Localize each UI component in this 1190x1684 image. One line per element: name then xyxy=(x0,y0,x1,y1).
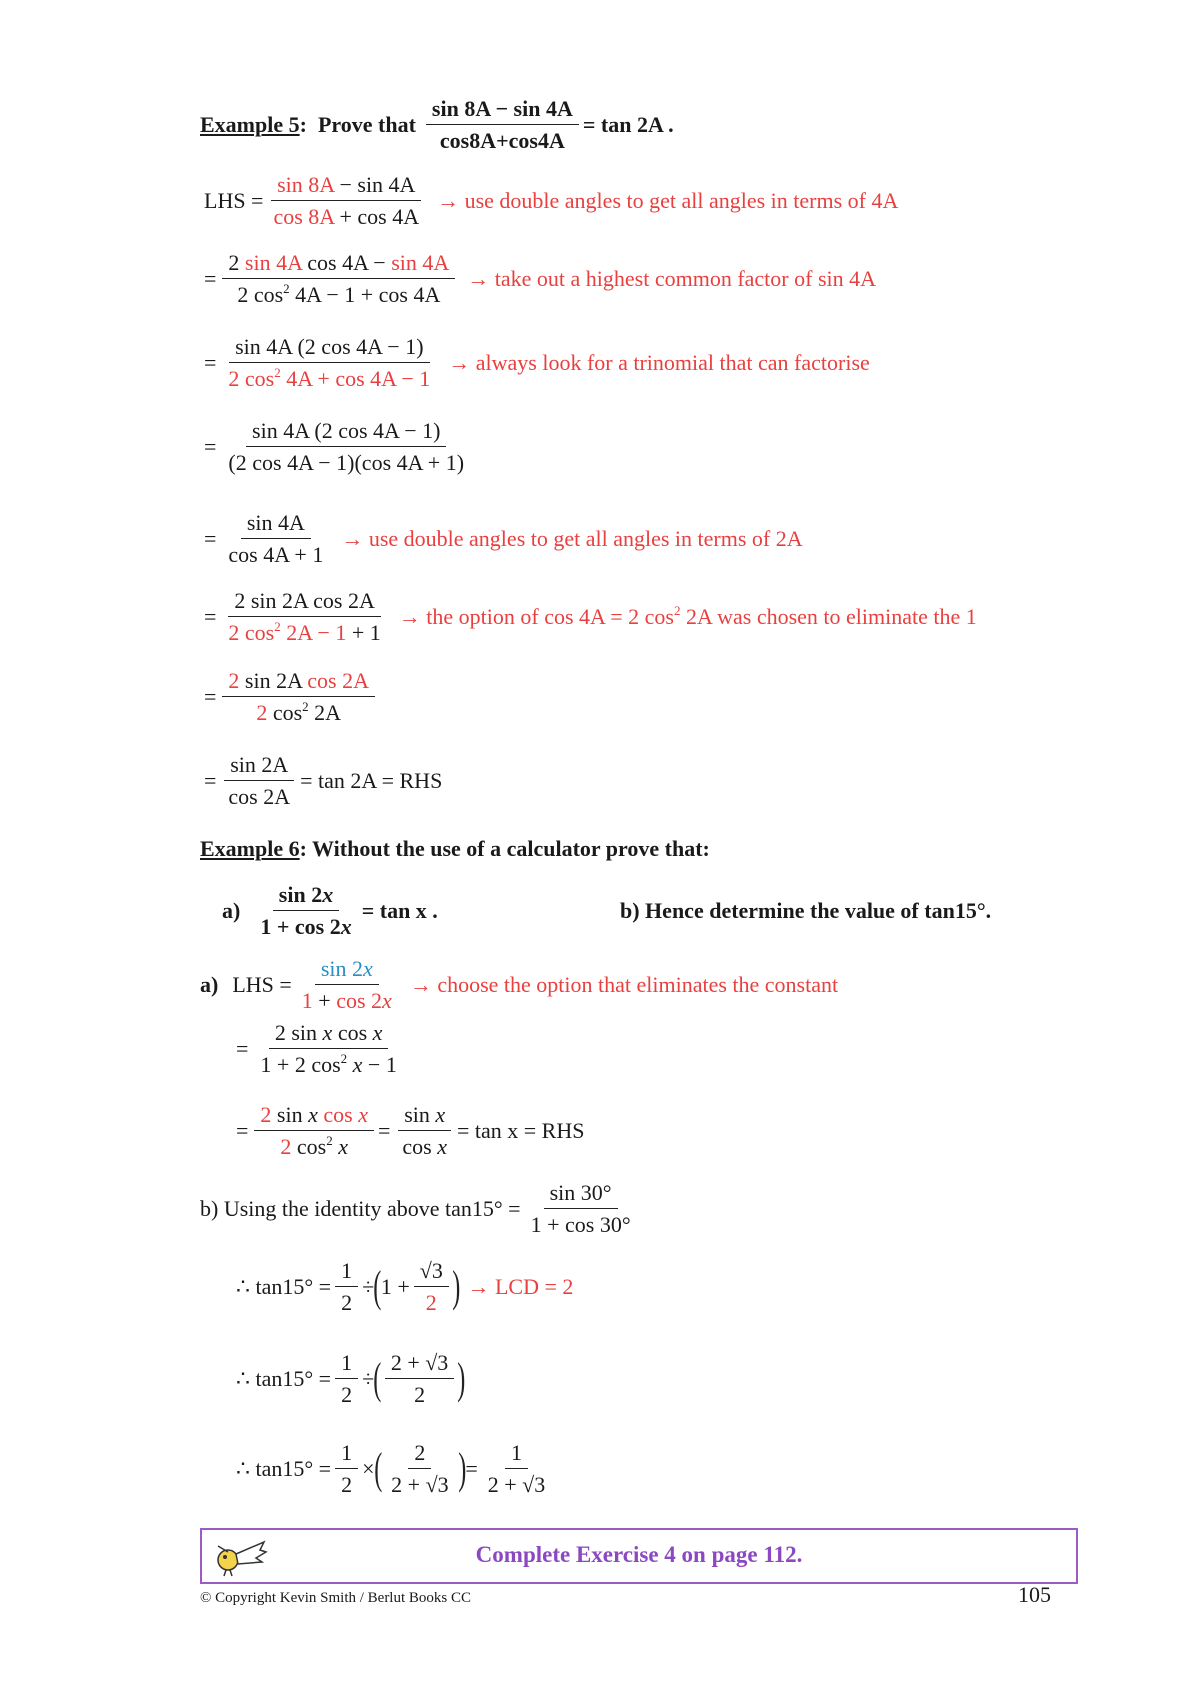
ex5-step6-num: 2 sin 2A cos 2A xyxy=(228,588,381,617)
ex6-partb-step2: ∴ tan15° = $\frac{1}{2}$ ÷ ( 1 + $\frac{√3}{2}$ ) → LCD = 2 xyxy=(236,1258,574,1316)
ex5-step4-num: sin 4A (2 cos 4A − 1) xyxy=(246,418,446,447)
ex5-step5-num: sin 4A xyxy=(241,510,311,539)
example6-prompt: : Without the use of a calculator prove that: xyxy=(299,836,710,861)
ex6-parta-note: → choose the option that eliminates the constant xyxy=(409,971,839,997)
ex5-step3-note: → always look for a trinomial that can factorise xyxy=(448,349,870,375)
ex5-step7-num: 2 sin 2A cos 2A xyxy=(222,668,375,697)
ex6-parta-den: 1 + cos 2x xyxy=(301,988,392,1014)
ex6-parta-lhs: LHS = xyxy=(232,971,292,997)
ex5-step3-num: sin 4A (2 cos 4A − 1) xyxy=(229,334,429,363)
ex6-a-label: a) xyxy=(222,897,241,923)
example5-label: Example 5 xyxy=(200,111,300,137)
ex5-step7: = $\frac{\text{2 sin 2A cos 2A}}{2 \cos^2 2A}$ xyxy=(204,668,379,726)
ex5-step4-den: (2 cos 4A − 1)(cos 4A + 1) xyxy=(228,450,465,476)
ex5-step4: = $\frac{\sin 4A (2 \cos 4A - 1)}{(2 \cos 4A - 1)(\cos 4A + 1)}$ xyxy=(204,418,474,476)
ex5-step5-note: → use double angles to get all angles in terms of 2A xyxy=(341,525,803,551)
example6-heading xyxy=(200,836,710,862)
ex6-partb-num: sin 30° xyxy=(544,1180,618,1209)
ex5-step8-result: = tan 2A = RHS xyxy=(300,767,443,793)
ex6-partb-den: 1 + cos 30° xyxy=(530,1212,631,1238)
ex6-b-text: b) Hence determine the value of tan15°. xyxy=(620,898,992,923)
ex5-step3-den: 2 $\cos^2 4A + \cos 4A - 1$ xyxy=(228,365,431,392)
ex6-parta-step2-num: 2 sin x cos x xyxy=(269,1020,389,1049)
ex6-question-b xyxy=(620,898,991,924)
ex6-a-num: sin 2x xyxy=(273,882,339,911)
ex5-step8-num: sin 2A xyxy=(224,752,294,781)
ex6-parta-step3-den: 2 $\cos^2 x$ xyxy=(280,1133,348,1160)
ex6-parta-step3-num2: sin x xyxy=(398,1102,451,1131)
exercise-box xyxy=(200,1528,1078,1584)
ex6-partb-therefore-2: ∴ tan15° = xyxy=(236,1365,332,1391)
ex5-step1-den: cos 8A + cos 4A xyxy=(273,204,420,230)
ex6-a-den: 1 + cos 2x xyxy=(260,914,352,940)
ex6-partb-step3: ∴ tan15° = $\frac{1}{2}$ ÷ ( $\frac{2 + √3}{2}$ ) xyxy=(236,1350,466,1408)
ex5-step5: = $\frac{\sin 4A}{\cos 4A + 1}$ → use double angles to get all angles in terms of 2A xyxy=(204,510,803,568)
example5-prompt: Prove that xyxy=(317,111,416,137)
ex6-partb-therefore-3: ∴ tan15° = xyxy=(236,1455,332,1481)
ex5-step8-den: cos 2A xyxy=(228,784,291,810)
ex6-parta-num: sin 2x xyxy=(315,956,379,985)
ex6-parta-step2: = $\frac{\text{2 sin x cos x}}{1 + 2 \cos^2 x - 1}$ xyxy=(236,1020,407,1078)
ex5-step1-note: → use double angles to get all angles in terms of 4A xyxy=(437,187,899,213)
example5-numerator: sin 8A − sin 4A xyxy=(426,96,579,125)
ex6-parta-step1: a) LHS = $\frac{\sin 2x}{1 + \cos 2x}$ → choose the option that eliminates the constant xyxy=(200,956,839,1014)
ex5-step1-num: sin 8A − sin 4A xyxy=(271,172,421,201)
example6-label: Example 6 xyxy=(200,836,300,861)
ex5-lhs-label: LHS = xyxy=(204,187,264,213)
ex6-parta-step3-num: 2 sin x cos x xyxy=(254,1102,374,1131)
ex6-partb-therefore-1: ∴ tan15° = xyxy=(236,1273,332,1299)
ex6-parta-step3: = $\frac{\text{2 sin x cos x}}{2 \cos^2 x}$ = $\frac{\text{sin x}}{\text{cos x}}$ = tan x = RHS xyxy=(236,1102,585,1160)
ex5-step5-den: cos 4A + 1 xyxy=(228,542,324,568)
ex5-step2-note: → take out a highest common factor of sin 4A xyxy=(467,265,877,291)
example5-rhs: = tan 2A . xyxy=(582,111,674,137)
ex5-step6-note: → the option of cos 4A = 2 $\cos^2 2A$ was chosen to eliminate the 1 xyxy=(398,602,977,629)
ex6-partb-step1 xyxy=(200,1180,641,1238)
ex5-step2-num: 2 sin 4A cos 4A − sin 4A xyxy=(222,250,455,279)
ex6-parta-result: = tan x = RHS xyxy=(456,1117,585,1143)
example5-heading: Example 5 : Prove that $\frac{\sin 8A - \sin 4A}{\cos 8A+\cos 4A}$ = tan 2A . xyxy=(200,96,674,154)
ex6-a-rhs: = tan x . xyxy=(361,897,438,923)
ex6-partb-intro: b) Using the identity above tan15° = xyxy=(200,1195,521,1221)
example5-denominator: cos8A+cos4A xyxy=(439,128,565,154)
ex5-step3: = $\frac{\sin 4A (2 \cos 4A - 1)}{2 \cos^2 4A + \cos 4A - 1}$ → always look for a trinomial that can factorise xyxy=(204,334,870,392)
ex6-partb-note: → LCD = 2 xyxy=(467,1273,574,1299)
ex5-step1 xyxy=(204,172,898,230)
ex5-step6: = $\frac{\text{2 sin 2A cos 2A}}{2 \cos^2 2A - 1 + 1}$ → the option of cos 4A = 2 $\cos^2 2A$ was chosen to eliminate the 1 xyxy=(204,588,977,646)
ex5-step2-den: 2 $\cos^2 4A - 1 + \cos 4A$ xyxy=(237,281,441,308)
ex6-question-a xyxy=(222,882,438,940)
ex6-parta-step2-den: 1 + 2 $\cos^2 x - 1$ xyxy=(260,1051,397,1078)
ex6-partb-step4: ∴ tan15° = $\frac{1}{2}$ × ( $\frac{2}{2 + √3}$ ) = $\frac{1}{2 + √3}$ xyxy=(236,1440,546,1498)
page-number: 105 xyxy=(1018,1582,1051,1607)
ex5-step2: = $\frac{\text{2 sin 4A cos 4A − sin 4A}}{2 \cos^2 4A - 1 + \cos 4A}$ → take out a highest common factor of sin 4A xyxy=(204,250,877,308)
ex5-step8: = $\frac{\sin 2A}{\cos 2A}$ = tan 2A = RHS xyxy=(204,752,443,810)
ex5-step6-den: 2 $\cos^2 2A - 1 + 1$ xyxy=(228,619,381,646)
ex6-parta-step3-den2: cos x xyxy=(402,1134,447,1160)
exercise-box-text: Complete Exercise 4 on page 112. xyxy=(475,1542,803,1567)
copyright-text: © Copyright Kevin Smith / Berlut Books CC xyxy=(200,1590,471,1606)
ex5-step7-den: 2 $\cos^2 2A$ xyxy=(256,699,342,726)
